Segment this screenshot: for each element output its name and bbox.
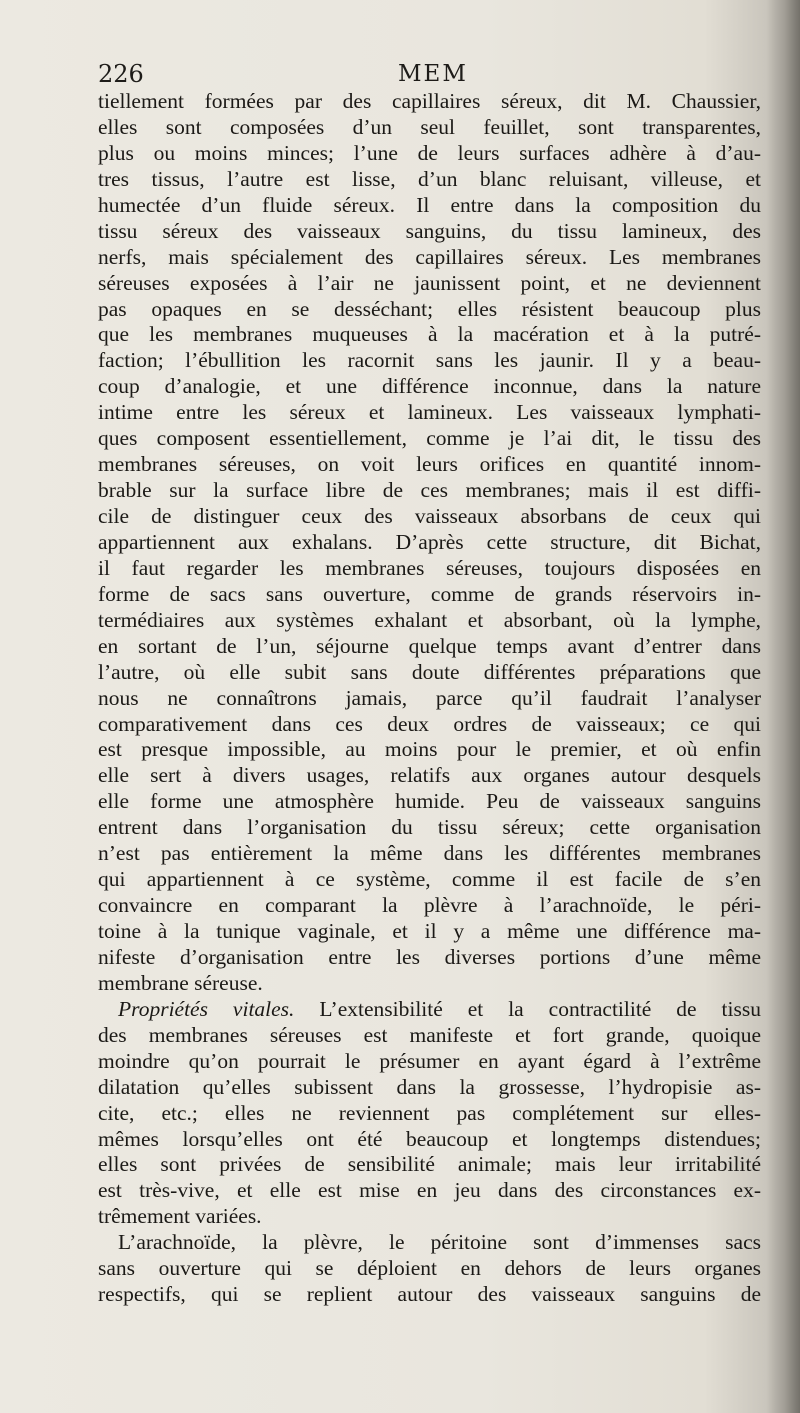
text-line: nerfs, mais spécialement des capillaires séreux. Les membranes xyxy=(98,244,761,269)
text-line: L’arachnoïde, la plèvre, le péritoine sont d’immenses sacs xyxy=(118,1230,761,1255)
page-edge-shadow xyxy=(766,0,800,1413)
text-line: moindre qu’on pourrait le présumer en ayant égard à l’extrême xyxy=(98,1048,761,1073)
text-line: est presque impossible, au moins pour le premier, et où enfin xyxy=(98,737,761,762)
page-number: 226 xyxy=(98,60,144,88)
running-head: MEM xyxy=(398,61,468,87)
text-line: plus ou moins minces; l’une de leurs surfaces adhère à d’au- xyxy=(98,140,761,165)
text-line: n’est pas entièrement la même dans les différentes membranes xyxy=(98,841,761,866)
text-line: des membranes séreuses est manifeste et fort grande, quoique xyxy=(98,1022,761,1047)
text-line: coup d’analogie, et une différence inconnue, dans la nature xyxy=(98,374,761,399)
text-line: dilatation qu’elles subissent dans la grossesse, l’hydropisie as- xyxy=(98,1074,761,1099)
text-line: cile de distinguer ceux des vaisseaux absorbans de ceux qui xyxy=(98,504,761,528)
text-line xyxy=(98,997,761,1023)
text-line: tissu séreux des vaisseaux sanguins, du tissu lamineux, des xyxy=(98,218,761,243)
section-lead: Propriétés vitales. xyxy=(118,996,295,1021)
text-line: ques composent essentiellement, comme je l’ai dit, le tissu des xyxy=(98,426,761,451)
text-line: comparativement dans ces deux ordres de vaisseaux; ce qui xyxy=(98,711,761,736)
paragraph xyxy=(98,89,761,997)
text-line: en sortant de l’un, séjourne quelque temps avant d’entrer dans xyxy=(98,633,761,658)
text-line: intime entre les séreux et lamineux. Les vaisseaux lymphati- xyxy=(98,400,761,425)
page-header xyxy=(98,58,758,90)
text-line: l’autre, où elle subit sans doute différentes préparations que xyxy=(98,659,761,684)
text-line: tres tissus, l’autre est lisse, d’un blanc reluisant, villeuse, et xyxy=(98,166,761,191)
text-line: forme de sacs sans ouverture, comme de grands réservoirs in- xyxy=(98,581,761,606)
text-run: L’extensibilité et la contractilité de tissu xyxy=(294,996,761,1021)
text-line: humectée d’un fluide séreux. Il entre dans la composition du xyxy=(98,192,761,217)
text-line: convaincre en comparant la plèvre à l’arachnoïde, le péri- xyxy=(98,893,761,918)
text-line: termédiaires aux systèmes exhalant et absorbant, où la lymphe, xyxy=(98,607,761,632)
text-line: faction; l’ébullition les racornit sans les jaunir. Il y a beau- xyxy=(98,348,761,373)
text-line: elle sert à divers usages, relatifs aux organes autour desquels xyxy=(98,763,761,788)
text-line: trêmement variées. xyxy=(98,1204,262,1229)
body-text xyxy=(98,89,761,1308)
text-line: cite, etc.; elles ne reviennent pas complétement sur elles- xyxy=(98,1100,761,1125)
text-line: elles sont privées de sensibilité animale; mais leur irritabilité xyxy=(98,1152,761,1177)
paragraph xyxy=(98,997,761,1230)
text-line: entrent dans l’organisation du tissu séreux; cette organisation xyxy=(98,815,761,840)
text-line: séreuses exposées à l’air ne jaunissent point, et ne deviennent xyxy=(98,270,761,295)
text-line: mêmes lorsqu’elles ont été beaucoup et longtemps distendues; xyxy=(98,1126,761,1151)
text-line: appartiennent aux exhalans. D’après cette structure, dit Bichat, xyxy=(98,529,761,554)
text-line: elles sont composées d’un seul feuillet, sont transparentes, xyxy=(98,114,761,139)
text-line: elle forme une atmosphère humide. Peu de vaisseaux sanguins xyxy=(98,789,761,814)
text-line: sans ouverture qui se déploient en dehors de leurs organes xyxy=(98,1256,761,1281)
text-line: qui appartiennent à ce système, comme il est facile de s’en xyxy=(98,867,761,892)
text-line: membranes séreuses, on voit leurs orifices en quantité innom- xyxy=(98,452,761,477)
text-line: que les membranes muqueuses à la macération et à la putré- xyxy=(98,322,761,347)
text-line: il faut regarder les membranes séreuses, toujours disposées en xyxy=(98,555,761,580)
text-line: toine à la tunique vaginale, et il y a même une différence ma- xyxy=(98,919,761,943)
text-line: brable sur la surface libre de ces membranes; mais il est diffi- xyxy=(98,478,761,503)
text-line: respectifs, qui se replient autour des vaisseaux sanguins de xyxy=(98,1282,761,1307)
text-line: pas opaques en se desséchant; elles résistent beaucoup plus xyxy=(98,296,761,321)
text-line: nifeste d’organisation entre les diverses portions d’une même xyxy=(98,944,761,969)
paragraph xyxy=(98,1230,761,1308)
text-line: nous ne connaîtrons jamais, parce qu’il faudrait l’analyser xyxy=(98,685,761,710)
text-line: est très-vive, et elle est mise en jeu dans des circonstances ex- xyxy=(98,1178,761,1203)
text-line: tiellement formées par des capillaires séreux, dit M. Chaussier, xyxy=(98,89,761,113)
text-line: membrane séreuse. xyxy=(98,970,263,995)
